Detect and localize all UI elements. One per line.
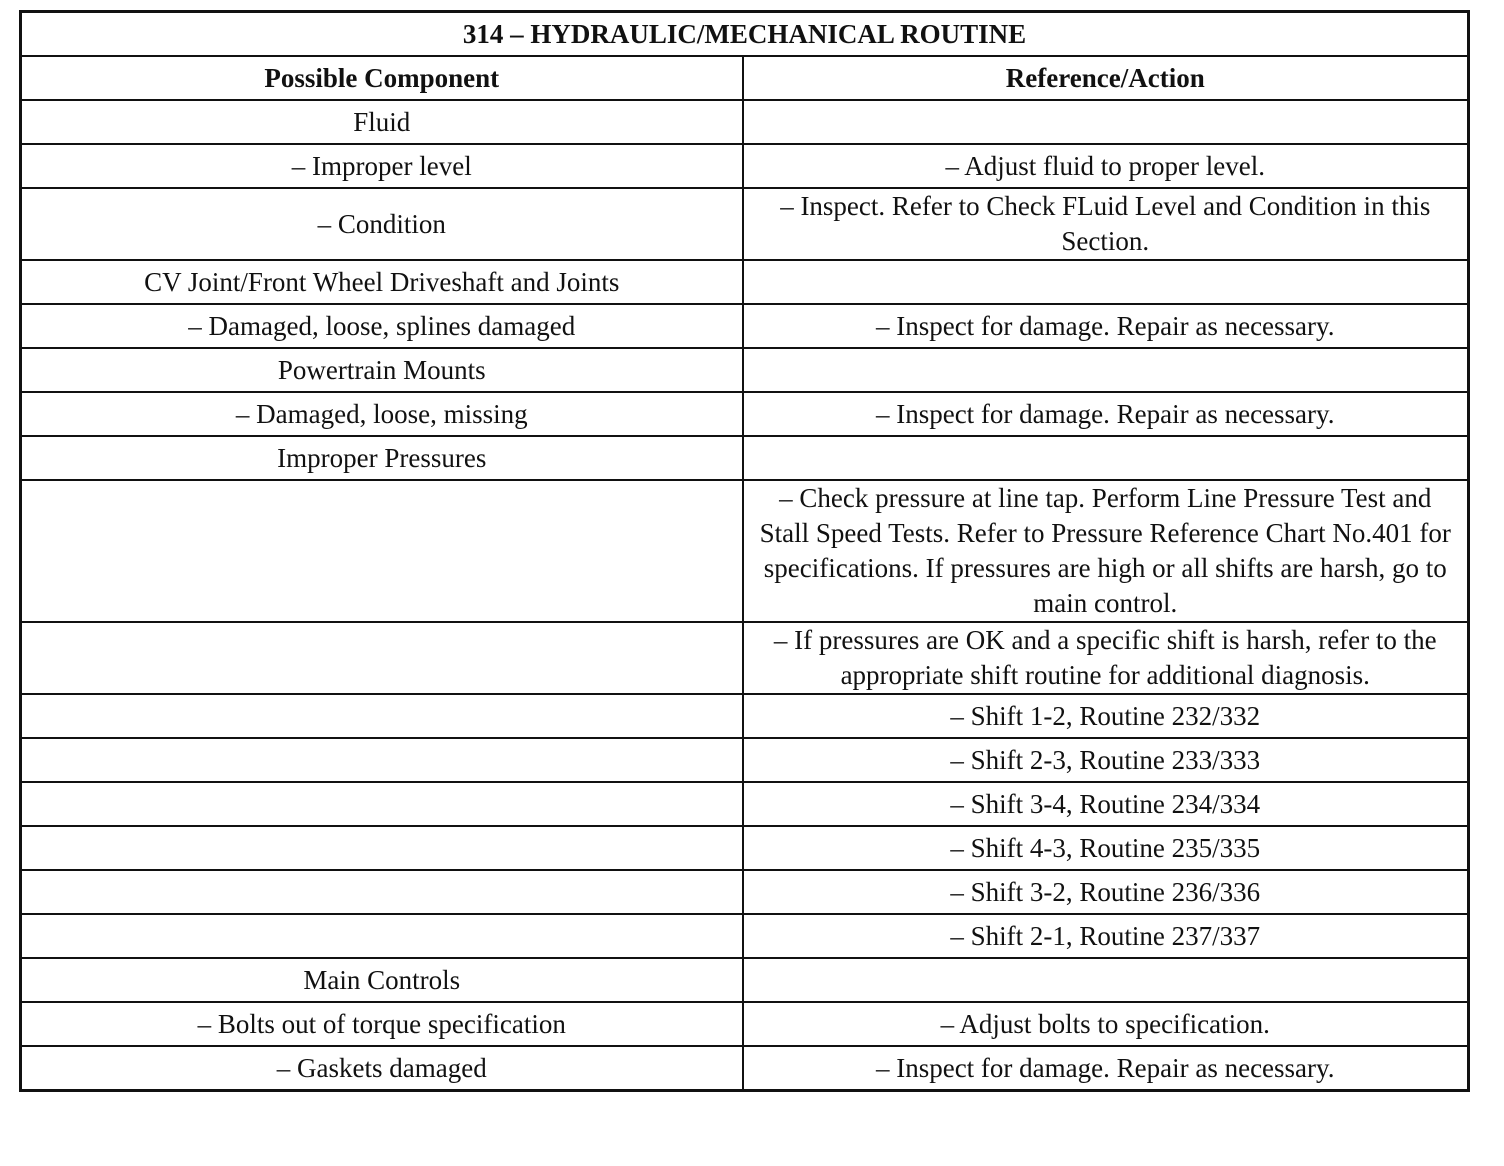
table-row [21, 348, 1469, 392]
action-cell [743, 100, 1469, 144]
component-cell: Powertrain Mounts [21, 348, 743, 392]
component-cell [21, 782, 743, 826]
component-cell [21, 826, 743, 870]
table-row [21, 480, 1469, 622]
component-cell [21, 480, 743, 622]
component-cell [21, 738, 743, 782]
table-row [21, 392, 1469, 436]
component-cell: Fluid [21, 100, 743, 144]
action-cell: – Adjust bolts to specification. [743, 1002, 1469, 1046]
action-cell: – Inspect for damage. Repair as necessary. [743, 304, 1469, 348]
table-row [21, 188, 1469, 260]
table-title: 314 – HYDRAULIC/MECHANICAL ROUTINE [21, 12, 1469, 57]
column-header-component: Possible Component [21, 56, 743, 100]
component-cell: – Improper level [21, 144, 743, 188]
table-title-row [21, 12, 1469, 57]
action-cell: – If pressures are OK and a specific shift is harsh, refer to the appropriate shift routine for additional diagnosis. [743, 622, 1469, 694]
action-cell: – Inspect for damage. Repair as necessary. [743, 1046, 1469, 1091]
table-row [21, 1002, 1469, 1046]
table-row [21, 144, 1469, 188]
table-row [21, 782, 1469, 826]
action-cell: – Shift 2-3, Routine 233/333 [743, 738, 1469, 782]
table-row [21, 1046, 1469, 1091]
action-cell: – Adjust fluid to proper level. [743, 144, 1469, 188]
table-row [21, 914, 1469, 958]
action-cell: – Inspect for damage. Repair as necessary. [743, 392, 1469, 436]
hydraulic-mechanical-routine-table [19, 10, 1470, 1092]
table-row [21, 304, 1469, 348]
component-cell: – Damaged, loose, splines damaged [21, 304, 743, 348]
action-cell [743, 260, 1469, 304]
action-cell: – Shift 1-2, Routine 232/332 [743, 694, 1469, 738]
component-cell [21, 694, 743, 738]
table-header-row [21, 56, 1469, 100]
action-cell: – Shift 4-3, Routine 235/335 [743, 826, 1469, 870]
component-cell: – Gaskets damaged [21, 1046, 743, 1091]
table-row [21, 870, 1469, 914]
table-row [21, 694, 1469, 738]
table-row [21, 436, 1469, 480]
action-cell: – Inspect. Refer to Check FLuid Level and Condition in this Section. [743, 188, 1469, 260]
action-cell [743, 436, 1469, 480]
component-cell: – Condition [21, 188, 743, 260]
component-cell: – Damaged, loose, missing [21, 392, 743, 436]
component-cell [21, 870, 743, 914]
component-cell [21, 914, 743, 958]
table-row [21, 622, 1469, 694]
table-row [21, 260, 1469, 304]
component-cell: Improper Pressures [21, 436, 743, 480]
action-cell [743, 958, 1469, 1002]
component-cell: Main Controls [21, 958, 743, 1002]
table-row [21, 958, 1469, 1002]
action-cell: – Shift 3-2, Routine 236/336 [743, 870, 1469, 914]
table-row [21, 826, 1469, 870]
component-cell: – Bolts out of torque specification [21, 1002, 743, 1046]
action-cell: – Shift 3-4, Routine 234/334 [743, 782, 1469, 826]
action-cell [743, 348, 1469, 392]
action-cell: – Check pressure at line tap. Perform Line Pressure Test and Stall Speed Tests. Refer to Pressure Reference Chart No.401 for specifications. If pressures are high or all shifts are harsh, go to main control. [743, 480, 1469, 622]
column-header-action: Reference/Action [743, 56, 1469, 100]
table-row [21, 738, 1469, 782]
action-cell: – Shift 2-1, Routine 237/337 [743, 914, 1469, 958]
component-cell: CV Joint/Front Wheel Driveshaft and Joints [21, 260, 743, 304]
component-cell [21, 622, 743, 694]
table-row [21, 100, 1469, 144]
